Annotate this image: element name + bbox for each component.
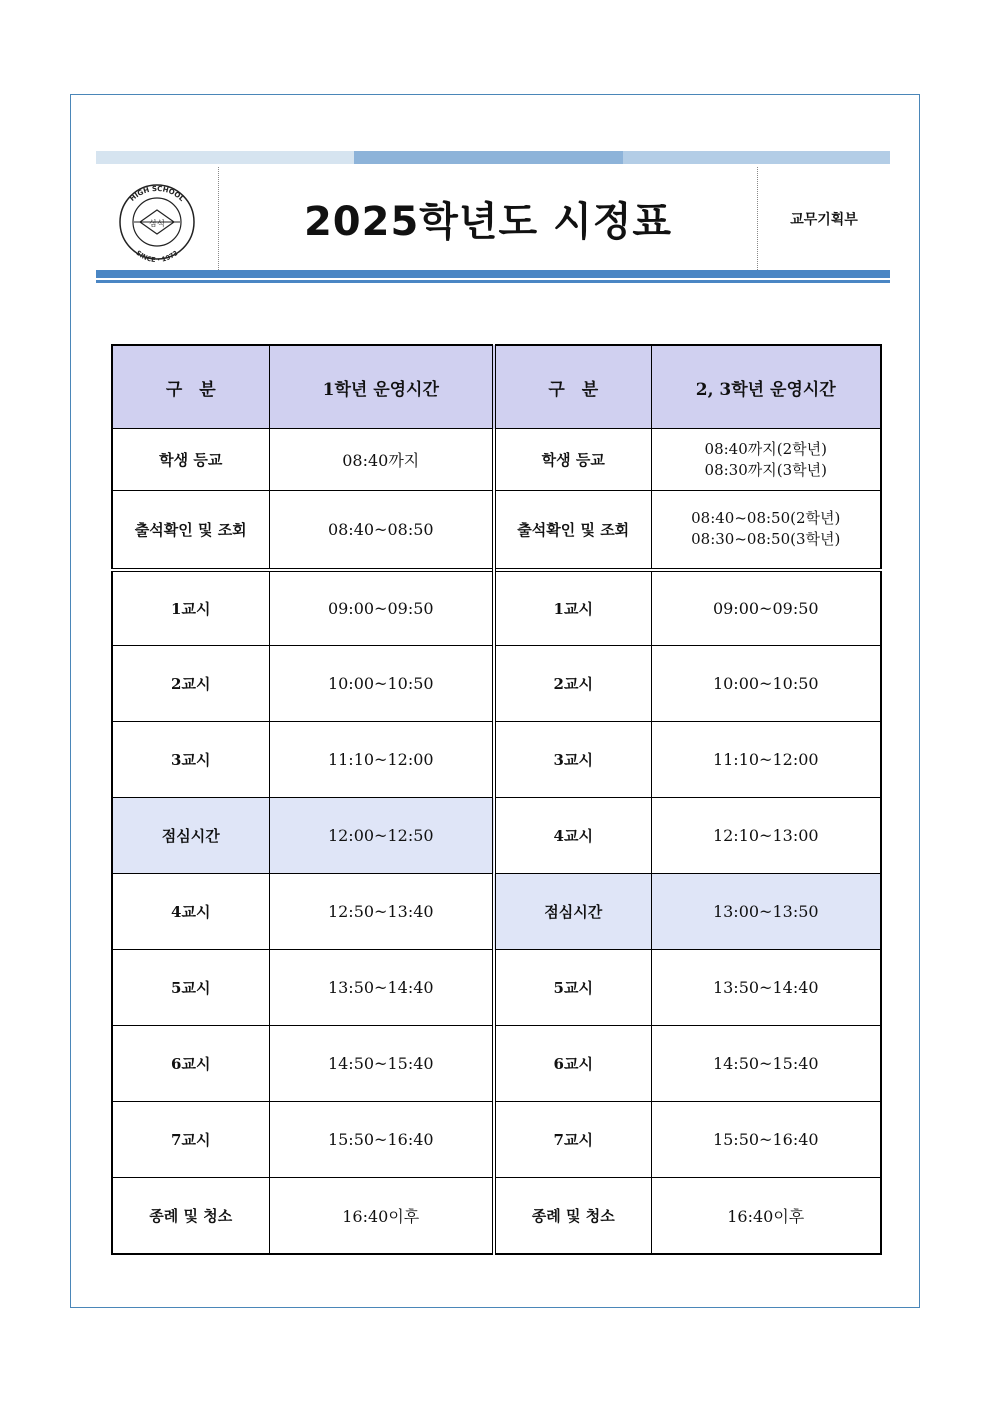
table-row [112,429,881,491]
row-time-1: 15:50~16:40 [269,1102,494,1178]
row-time-1: 13:50~14:40 [269,950,494,1026]
row-time-2: 14:50~15:40 [651,1026,881,1102]
time-grade3: 08:30~08:50(3학년) [691,530,841,549]
svg-text:HIGH SCHOOL: HIGH SCHOOL [128,184,186,203]
table-row [112,570,881,646]
row-label-2: 1교시 [494,570,651,646]
header-bottom-line [96,280,890,283]
header-category-1: 구 분 [112,345,269,429]
row-time-1-lunch: 12:00~12:50 [269,798,494,874]
row-label-2: 학생 등교 [494,429,651,491]
table-row [112,1178,881,1254]
row-time-2: 13:50~14:40 [651,950,881,1026]
row-label-1: 1교시 [112,570,269,646]
row-label-1: 3교시 [112,722,269,798]
row-time-2: 12:10~13:00 [651,798,881,874]
row-label-2: 2교시 [494,646,651,722]
row-label-1: 5교시 [112,950,269,1026]
department-label: 교무기획부 [790,211,858,228]
row-time-1: 09:00~09:50 [269,570,494,646]
row-label-2: 종례 및 청소 [494,1178,651,1254]
row-time-2 [651,429,881,491]
row-label-1: 학생 등교 [112,429,269,491]
row-time-2: 10:00~10:50 [651,646,881,722]
row-label-1: 종례 및 청소 [112,1178,269,1254]
row-label-2: 5교시 [494,950,651,1026]
row-label-2-lunch: 점심시간 [494,874,651,950]
table-row [112,798,881,874]
svg-text:SINCE · 1973: SINCE · 1973 [134,248,180,265]
row-label-2: 4교시 [494,798,651,874]
document-header [96,167,890,270]
time-grade3: 08:30까지(3학년) [704,460,827,479]
logo-cell [96,167,219,270]
time-grade2: 08:40까지(2학년) [704,439,827,458]
row-time-1: 12:50~13:40 [269,874,494,950]
row-label-1-lunch: 점심시간 [112,798,269,874]
row-time-2 [651,491,881,570]
row-time-1: 10:00~10:50 [269,646,494,722]
row-time-2-lunch: 13:00~13:50 [651,874,881,950]
row-label-1: 7교시 [112,1102,269,1178]
row-time-1: 08:40까지 [269,429,494,491]
header-bottom-bar [96,270,890,278]
row-time-1: 14:50~15:40 [269,1026,494,1102]
table-row [112,874,881,950]
svg-text:삼석: 삼석 [149,219,165,228]
table-row [112,491,881,570]
row-label-1: 2교시 [112,646,269,722]
department-cell [758,167,890,270]
row-time-1: 11:10~12:00 [269,722,494,798]
school-emblem-logo [96,167,219,270]
row-label-1: 4교시 [112,874,269,950]
row-time-2: 15:50~16:40 [651,1102,881,1178]
header-category-2: 구 분 [494,345,651,429]
row-label-2: 7교시 [494,1102,651,1178]
page-title: 2025학년도 시정표 [303,199,673,245]
row-label-1: 6교시 [112,1026,269,1102]
row-label-2: 3교시 [494,722,651,798]
table-row [112,1026,881,1102]
table-header-row [112,345,881,429]
row-time-1: 08:40~08:50 [269,491,494,570]
row-time-1: 16:40이후 [269,1178,494,1254]
row-label-1: 출석확인 및 조회 [112,491,269,570]
table-row [112,646,881,722]
row-time-2: 11:10~12:00 [651,722,881,798]
row-time-2: 09:00~09:50 [651,570,881,646]
timetable [111,344,882,1255]
table-row [112,950,881,1026]
table-row [112,722,881,798]
row-time-2: 16:40이후 [651,1178,881,1254]
header-top-bar [96,151,890,164]
row-label-2: 출석확인 및 조회 [494,491,651,570]
row-label-2: 6교시 [494,1026,651,1102]
header-grade23-time: 2, 3학년 운영시간 [651,345,881,429]
time-grade2: 08:40~08:50(2학년) [691,509,841,528]
title-cell [219,167,758,270]
table-row [112,1102,881,1178]
header-grade1-time: 1학년 운영시간 [269,345,494,429]
